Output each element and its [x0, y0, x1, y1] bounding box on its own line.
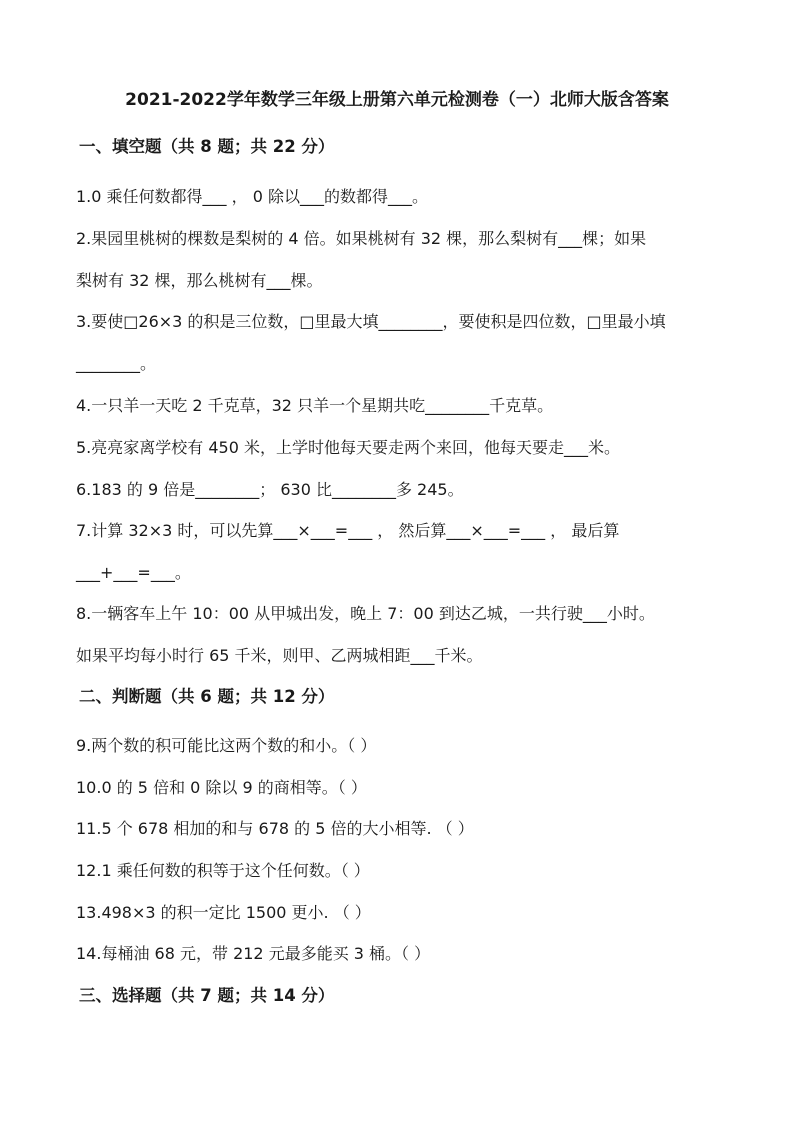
document-title: 2021-2022学年数学三年级上册第六单元检测卷（一）北师大版含答案: [125, 90, 669, 110]
question-12: 12.1 乘任何数的积等于这个任何数。（ ）: [76, 861, 370, 880]
question-6: 6.183 的 9 倍是________； 630 比________多 245。: [76, 480, 464, 499]
question-4: 4.一只羊一天吃 2 千克草，32 只羊一个星期共吃________千克草。: [76, 396, 554, 415]
section-heading-multiple-choice: 三、选择题（共 7 题；共 14 分）: [79, 986, 335, 1005]
question-2: 2.果园里桃树的棵数是梨树的 4 倍。如果桃树有 32 棵，那么梨树有___棵；如果: [76, 229, 647, 248]
question-2-cont: 梨树有 32 棵，那么桃树有___棵。: [76, 271, 323, 290]
question-8: 8.一辆客车上午 10：00 从甲城出发，晚上 7：00 到达乙城，一共行驶___小时。: [76, 604, 655, 623]
section-heading-fill-blank: 一、填空题（共 8 题；共 22 分）: [79, 137, 335, 156]
question-7-cont: ___+___=___。: [76, 563, 191, 582]
question-1: 1.0 乘任何数都得___ ， 0 除以___的数都得___。: [76, 187, 428, 206]
question-13: 13.498×3 的积一定比 1500 更小. （ ）: [76, 903, 371, 922]
question-8-cont: 如果平均每小时行 65 千米，则甲、乙两城相距___千米。: [76, 646, 483, 665]
question-3-cont: ________。: [76, 354, 157, 373]
question-5: 5.亮亮家离学校有 450 米，上学时他每天要走两个来回，他每天要走___米。: [76, 438, 620, 457]
question-11: 11.5 个 678 相加的和与 678 的 5 倍的大小相等. （ ）: [76, 819, 474, 838]
question-7: 7.计算 32×3 时，可以先算___×___=___ ， 然后算___×___=___ ， 最后算: [76, 521, 620, 540]
question-10: 10.0 的 5 倍和 0 除以 9 的商相等。（ ）: [76, 778, 367, 797]
section-heading-true-false: 二、判断题（共 6 题；共 12 分）: [79, 687, 335, 706]
question-14: 14.每桶油 68 元，带 212 元最多能买 3 桶。（ ）: [76, 944, 431, 963]
question-3: 3.要使□26×3 的积是三位数，□里最大填________，要使积是四位数，□里最小填: [76, 312, 666, 331]
question-9: 9.两个数的积可能比这两个数的和小。（ ）: [76, 736, 377, 755]
